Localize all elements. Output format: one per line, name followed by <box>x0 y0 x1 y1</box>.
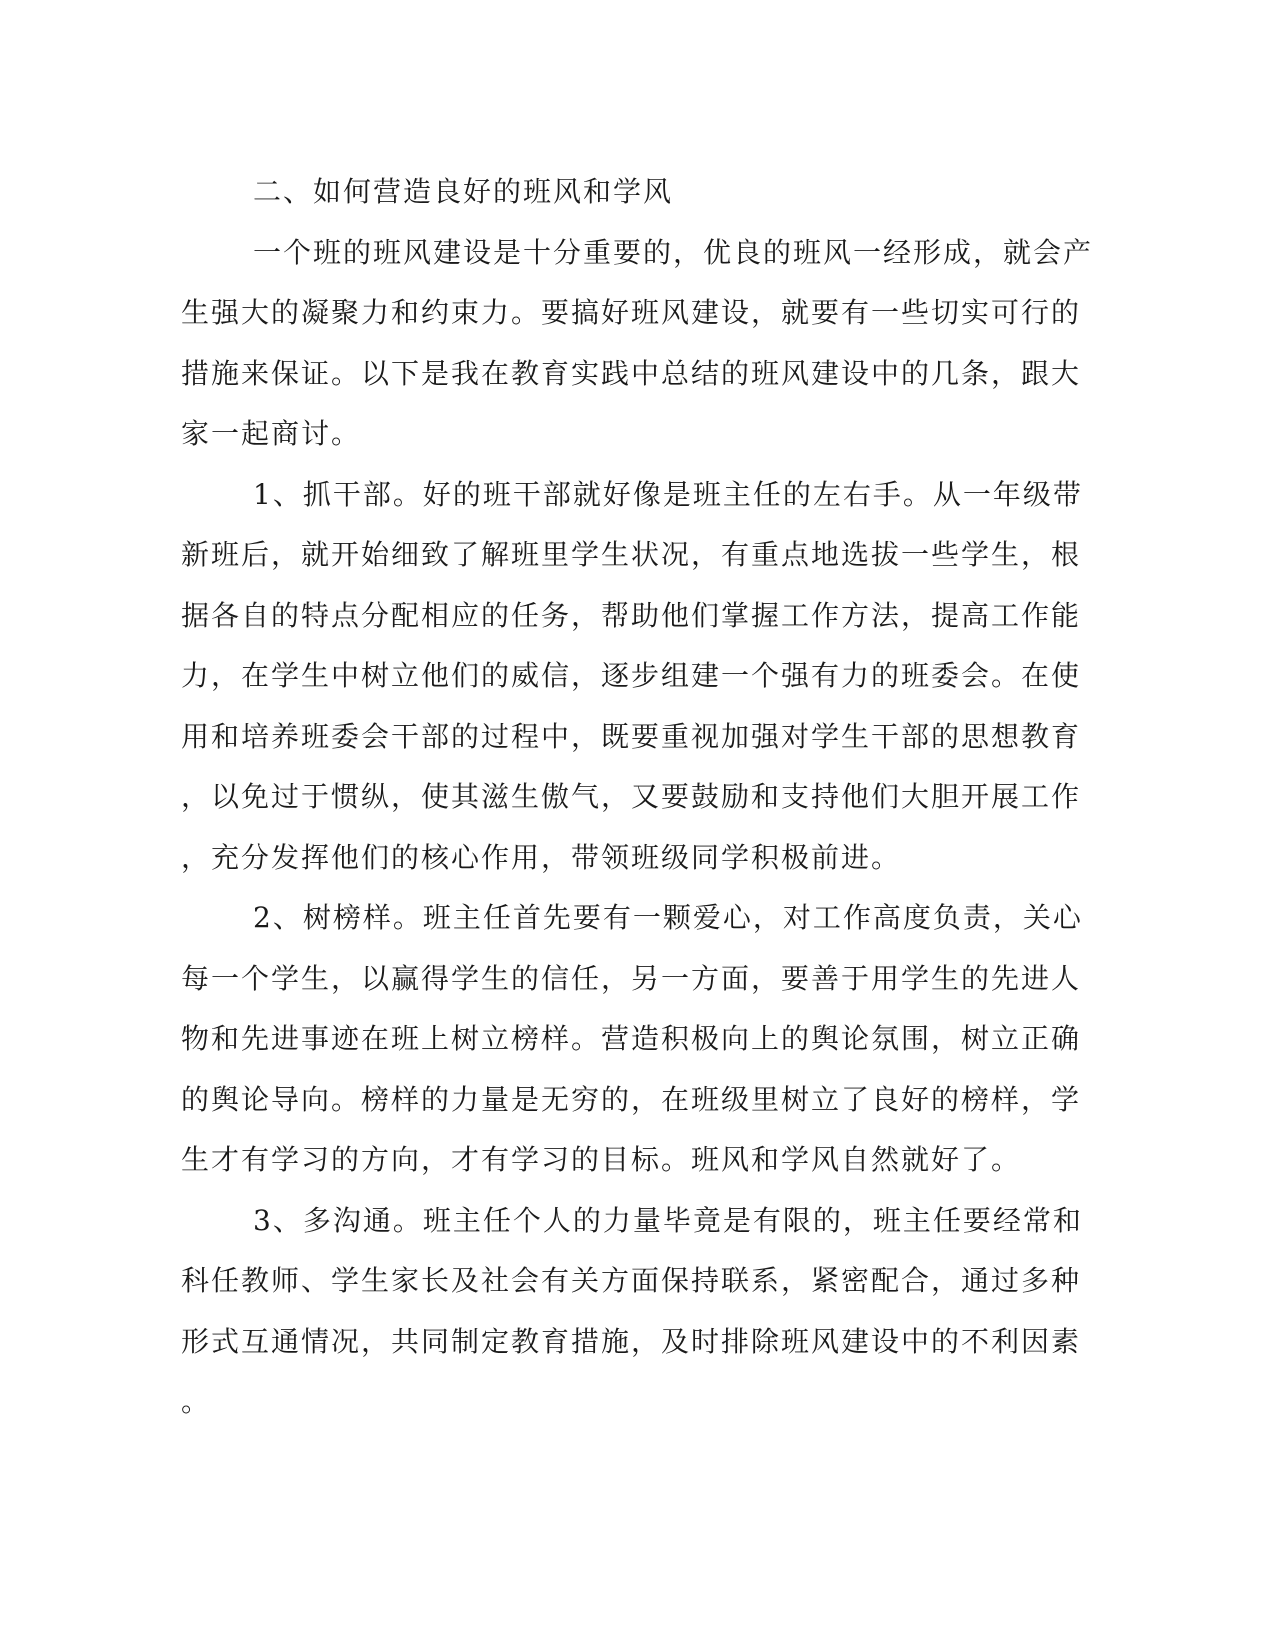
paragraph-line: 家一起商讨。 <box>181 417 362 450</box>
paragraph-line: 物和先进事迹在班上树立榜样。营造积极向上的舆论氛围，树立正确 <box>181 1022 1082 1055</box>
paragraph-line: 形式互通情况，共同制定教育措施，及时排除班风建设中的不利因素 <box>181 1324 1082 1358</box>
paragraph-line: 2、树榜样。班主任首先要有一颗爱心，对工作高度负责，关心 <box>253 901 1083 934</box>
paragraph-line: 的舆论导向。榜样的力量是无穷的，在班级里树立了良好的榜样，学 <box>181 1082 1082 1116</box>
paragraph-line: 3、多沟通。班主任个人的力量毕竟是有限的，班主任要经常和 <box>253 1203 1083 1237</box>
paragraph-line: ，以免过于惯纵，使其滋生傲气，又要鼓励和支持他们大胆开展工作 <box>181 780 1082 813</box>
paragraph-point-1 <box>181 465 1083 889</box>
paragraph-line: 新班后，就开始细致了解班里学生状况，有重点地选拔一些学生，根 <box>181 538 1082 571</box>
paragraph-line: 1、抓干部。好的班干部就好像是班主任的左右手。从一年级带 <box>253 477 1083 511</box>
paragraph-line: 据各自的特点分配相应的任务，帮助他们掌握工作方法，提高工作能 <box>181 598 1082 632</box>
paragraph-line: ，充分发挥他们的核心作用，带领班级同学积极前进。 <box>181 840 902 874</box>
paragraph-line: 科任教师、学生家长及社会有关方面保持联系，紧密配合，通过多种 <box>181 1264 1082 1297</box>
paragraph-point-2 <box>181 888 1083 1191</box>
paragraph-intro <box>181 223 1094 465</box>
paragraph-line: 生强大的凝聚力和约束力。要搞好班风建设，就要有一些切实可行的 <box>181 296 1082 329</box>
paragraph-line: 每一个学生，以赢得学生的信任，另一方面，要善于用学生的先进人 <box>181 961 1082 995</box>
document-body <box>181 162 1094 1433</box>
paragraph-line: 措施来保证。以下是我在教育实践中总结的班风建设中的几条，跟大 <box>181 356 1082 390</box>
section-heading: 二、如何营造良好的班风和学风 <box>253 175 674 208</box>
paragraph-line: 生才有学习的方向，才有学习的目标。班风和学风自然就好了。 <box>181 1143 1022 1176</box>
paragraph-line: 用和培养班委会干部的过程中，既要重视加强对学生干部的思想教育 <box>181 719 1082 753</box>
paragraph-point-3 <box>181 1191 1083 1433</box>
paragraph-line: 力，在学生中树立他们的威信，逐步组建一个强有力的班委会。在使 <box>181 659 1082 692</box>
paragraph-line: 。 <box>181 1385 212 1418</box>
paragraph-line: 一个班的班风建设是十分重要的，优良的班风一经形成，就会产 <box>253 235 1094 269</box>
